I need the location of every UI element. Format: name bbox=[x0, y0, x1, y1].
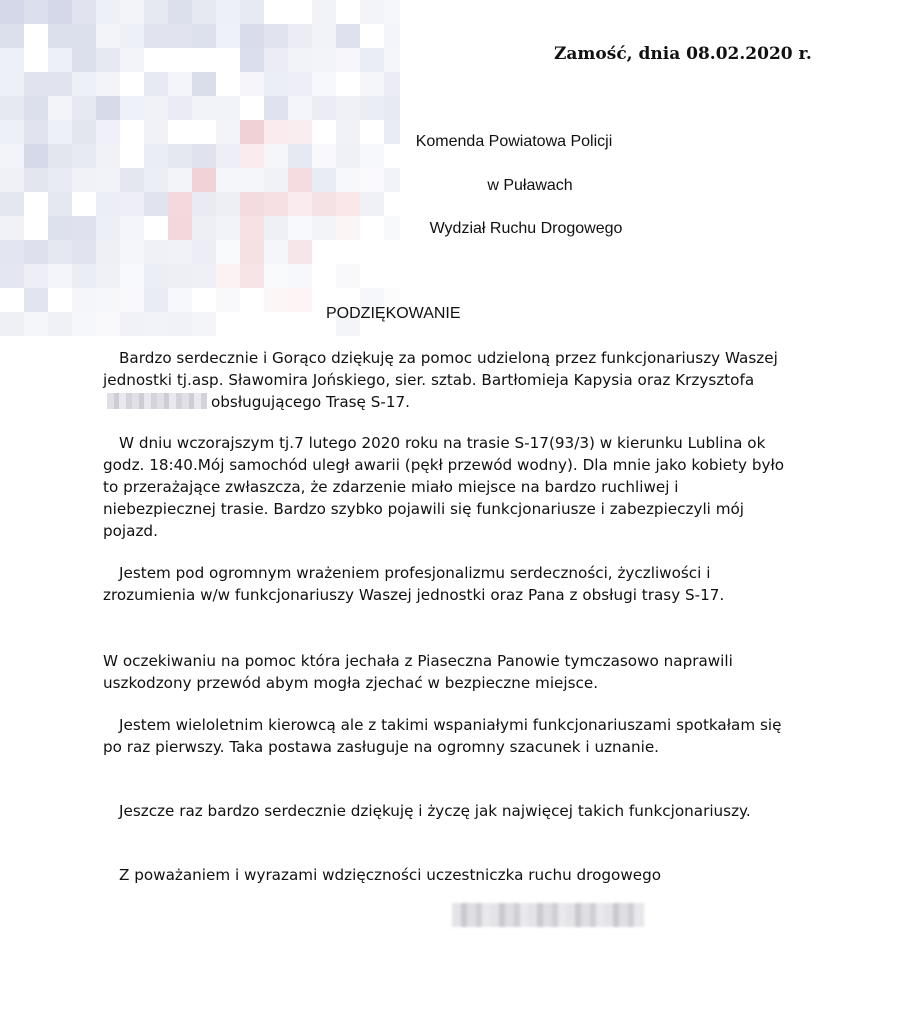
mosaic-tile bbox=[192, 0, 216, 24]
mosaic-tile bbox=[24, 192, 48, 216]
mosaic-tile bbox=[240, 144, 264, 168]
mosaic-tile bbox=[384, 24, 400, 48]
mosaic-tile bbox=[144, 312, 168, 336]
mosaic-tile bbox=[168, 168, 192, 192]
mosaic-tile bbox=[264, 216, 288, 240]
mosaic-tile bbox=[360, 24, 384, 48]
mosaic-tile bbox=[48, 120, 72, 144]
mosaic-tile bbox=[24, 168, 48, 192]
mosaic-tile bbox=[216, 72, 240, 96]
paragraph-4: W oczekiwaniu na pomoc która jechała z Piaseczna Panowie tymczasowo naprawili uszkodzony przewód abym mogła zjechać w bezpieczne miejsce. bbox=[103, 652, 733, 692]
mosaic-tile bbox=[216, 264, 240, 288]
mosaic-tile bbox=[288, 144, 312, 168]
mosaic-tile bbox=[192, 48, 216, 72]
mosaic-tile bbox=[48, 168, 72, 192]
mosaic-tile bbox=[96, 192, 120, 216]
mosaic-tile bbox=[192, 24, 216, 48]
mosaic-tile bbox=[0, 120, 24, 144]
mosaic-tile bbox=[288, 168, 312, 192]
mosaic-tile bbox=[240, 120, 264, 144]
mosaic-tile bbox=[192, 288, 216, 312]
mosaic-tile bbox=[336, 48, 360, 72]
mosaic-tile bbox=[264, 96, 288, 120]
mosaic-tile bbox=[240, 72, 264, 96]
mosaic-tile bbox=[144, 288, 168, 312]
addressee-line-3: Wydział Ruchu Drogowego bbox=[429, 220, 623, 237]
mosaic-tile bbox=[24, 24, 48, 48]
mosaic-tile bbox=[0, 240, 24, 264]
mosaic-tile bbox=[336, 72, 360, 96]
mosaic-tile bbox=[192, 168, 216, 192]
paragraph-1 bbox=[103, 347, 793, 413]
mosaic-tile bbox=[240, 168, 264, 192]
mosaic-tile bbox=[312, 120, 336, 144]
mosaic-tile bbox=[192, 264, 216, 288]
mosaic-tile bbox=[24, 240, 48, 264]
mosaic-tile bbox=[120, 120, 144, 144]
mosaic-tile bbox=[192, 192, 216, 216]
mosaic-tile bbox=[72, 72, 96, 96]
mosaic-tile bbox=[0, 72, 24, 96]
mosaic-tile bbox=[168, 0, 192, 24]
mosaic-tile bbox=[0, 192, 24, 216]
mosaic-tile bbox=[72, 240, 96, 264]
mosaic-tile bbox=[312, 72, 336, 96]
mosaic-tile bbox=[336, 120, 360, 144]
mosaic-tile bbox=[336, 216, 360, 240]
mosaic-tile bbox=[144, 192, 168, 216]
mosaic-tile bbox=[72, 168, 96, 192]
mosaic-tile bbox=[96, 264, 120, 288]
mosaic-tile bbox=[288, 120, 312, 144]
mosaic-tile bbox=[144, 168, 168, 192]
place-and-date: Zamość, dnia 08.02.2020 r. bbox=[554, 44, 812, 64]
mosaic-tile bbox=[384, 0, 400, 24]
mosaic-tile bbox=[48, 216, 72, 240]
mosaic-tile bbox=[168, 144, 192, 168]
mosaic-tile bbox=[96, 24, 120, 48]
mosaic-tile bbox=[336, 192, 360, 216]
mosaic-tile bbox=[144, 72, 168, 96]
mosaic-tile bbox=[264, 240, 288, 264]
mosaic-tile bbox=[120, 96, 144, 120]
mosaic-tile bbox=[48, 144, 72, 168]
mosaic-tile bbox=[24, 312, 48, 336]
mosaic-tile bbox=[192, 120, 216, 144]
mosaic-tile bbox=[48, 96, 72, 120]
mosaic-tile bbox=[48, 312, 72, 336]
mosaic-tile bbox=[96, 72, 120, 96]
mosaic-tile bbox=[48, 240, 72, 264]
mosaic-tile bbox=[240, 264, 264, 288]
mosaic-tile bbox=[312, 24, 336, 48]
mosaic-tile bbox=[288, 72, 312, 96]
mosaic-tile bbox=[0, 48, 24, 72]
mosaic-tile bbox=[216, 96, 240, 120]
paragraph-6: Jeszcze raz bardzo serdecznie dziękuję i życzę jak najwięcej takich funkcjonariuszy. bbox=[119, 802, 751, 820]
mosaic-tile bbox=[312, 144, 336, 168]
mosaic-tile bbox=[192, 240, 216, 264]
mosaic-tile bbox=[96, 240, 120, 264]
mosaic-tile bbox=[312, 48, 336, 72]
mosaic-tile bbox=[96, 312, 120, 336]
mosaic-tile bbox=[120, 312, 144, 336]
mosaic-tile bbox=[24, 144, 48, 168]
mosaic-tile bbox=[72, 216, 96, 240]
mosaic-tile bbox=[384, 72, 400, 96]
mosaic-tile bbox=[288, 240, 312, 264]
mosaic-tile bbox=[72, 0, 96, 24]
mosaic-tile bbox=[0, 0, 24, 24]
mosaic-tile bbox=[216, 240, 240, 264]
letter-title: PODZIĘKOWANIE bbox=[326, 305, 461, 322]
mosaic-tile bbox=[96, 0, 120, 24]
paragraph-5: Jestem wieloletnim kierowcą ale z takimi wspaniałymi funkcjonariuszami spotkałam się po raz pierwszy. Taka postawa zasługuje na ogromny szacunek i uznanie. bbox=[103, 716, 782, 756]
mosaic-tile bbox=[72, 288, 96, 312]
mosaic-tile bbox=[48, 72, 72, 96]
mosaic-tile bbox=[240, 192, 264, 216]
mosaic-tile bbox=[264, 168, 288, 192]
mosaic-tile bbox=[120, 72, 144, 96]
mosaic-tile bbox=[72, 312, 96, 336]
mosaic-tile bbox=[96, 144, 120, 168]
mosaic-tile bbox=[240, 24, 264, 48]
mosaic-tile bbox=[0, 144, 24, 168]
mosaic-tile bbox=[24, 72, 48, 96]
mosaic-tile bbox=[120, 24, 144, 48]
mosaic-tile bbox=[288, 24, 312, 48]
mosaic-tile bbox=[144, 48, 168, 72]
addressee-line-2: w Puławach bbox=[487, 177, 573, 194]
mosaic-tile bbox=[216, 288, 240, 312]
paragraph-1-text: Bardzo serdecznie i Gorąco dziękuję za pomoc udzieloną przez funkcjonariuszy Waszej jednostki tj.asp. Sławomira Jońskiego, sier. sztab. Bartłomieja Kapysia oraz Krzysztofa bbox=[103, 349, 778, 389]
paragraph-1-text-end: obsługującego Trasę S-17. bbox=[211, 393, 410, 411]
mosaic-tile bbox=[96, 288, 120, 312]
mosaic-tile bbox=[240, 0, 264, 24]
mosaic-tile bbox=[48, 288, 72, 312]
mosaic-tile bbox=[144, 216, 168, 240]
mosaic-tile bbox=[240, 240, 264, 264]
mosaic-tile bbox=[0, 216, 24, 240]
mosaic-tile bbox=[240, 48, 264, 72]
mosaic-tile bbox=[288, 216, 312, 240]
mosaic-tile bbox=[144, 96, 168, 120]
mosaic-tile bbox=[24, 48, 48, 72]
mosaic-tile bbox=[120, 168, 144, 192]
mosaic-tile bbox=[216, 144, 240, 168]
mosaic-tile bbox=[48, 24, 72, 48]
mosaic-tile bbox=[240, 96, 264, 120]
mosaic-tile bbox=[24, 264, 48, 288]
mosaic-tile bbox=[144, 264, 168, 288]
mosaic-tile bbox=[48, 264, 72, 288]
mosaic-tile bbox=[0, 24, 24, 48]
mosaic-tile bbox=[264, 24, 288, 48]
mosaic-tile bbox=[336, 168, 360, 192]
mosaic-tile bbox=[360, 0, 384, 24]
mosaic-tile bbox=[72, 48, 96, 72]
mosaic-tile bbox=[336, 0, 360, 24]
mosaic-tile bbox=[24, 0, 48, 24]
mosaic-tile bbox=[96, 216, 120, 240]
mosaic-tile bbox=[144, 120, 168, 144]
mosaic-tile bbox=[336, 144, 360, 168]
mosaic-tile bbox=[264, 48, 288, 72]
mosaic-tile bbox=[360, 72, 384, 96]
mosaic-tile bbox=[120, 192, 144, 216]
mosaic-tile bbox=[168, 216, 192, 240]
mosaic-tile bbox=[264, 72, 288, 96]
mosaic-tile bbox=[72, 144, 96, 168]
closing-line: Z poważaniem i wyrazami wdzięczności uczestniczka ruchu drogowego bbox=[119, 866, 662, 884]
mosaic-tile bbox=[288, 96, 312, 120]
mosaic-tile bbox=[360, 96, 384, 120]
blurred-signature bbox=[452, 903, 644, 927]
mosaic-tile bbox=[168, 48, 192, 72]
mosaic-tile bbox=[336, 264, 360, 288]
mosaic-tile bbox=[24, 288, 48, 312]
mosaic-tile bbox=[312, 96, 336, 120]
mosaic-tile bbox=[72, 192, 96, 216]
mosaic-tile bbox=[216, 168, 240, 192]
mosaic-tile bbox=[144, 0, 168, 24]
mosaic-tile bbox=[72, 264, 96, 288]
mosaic-tile bbox=[0, 288, 24, 312]
mosaic-tile bbox=[0, 96, 24, 120]
mosaic-tile bbox=[312, 0, 336, 24]
mosaic-tile bbox=[96, 96, 120, 120]
mosaic-tile bbox=[0, 264, 24, 288]
mosaic-tile bbox=[120, 144, 144, 168]
mosaic-tile bbox=[72, 96, 96, 120]
mosaic-tile bbox=[312, 216, 336, 240]
mosaic-tile bbox=[288, 48, 312, 72]
mosaic-tile bbox=[96, 120, 120, 144]
mosaic-tile bbox=[120, 0, 144, 24]
mosaic-tile bbox=[72, 120, 96, 144]
mosaic-tile bbox=[168, 240, 192, 264]
mosaic-tile bbox=[216, 120, 240, 144]
mosaic-tile bbox=[264, 0, 288, 24]
mosaic-tile bbox=[192, 72, 216, 96]
mosaic-tile bbox=[192, 144, 216, 168]
mosaic-tile bbox=[168, 120, 192, 144]
mosaic-tile bbox=[240, 216, 264, 240]
paragraph-2: W dniu wczorajszym tj.7 lutego 2020 roku na trasie S-17(93/3) w kierunku Lublina ok godz. 18:40.Mój samochód uległ awarii (pękł przewód wodny). Dla mnie jako kobiety było to przerażające zwłaszcza, że zdarzenie miało miejsce na bardzo ruchliwej i niebezpiecznej trasie. Bardzo szybko pojawili się funkcjonariusze i zabezpieczyli mój pojazd. bbox=[103, 434, 785, 540]
mosaic-tile bbox=[264, 144, 288, 168]
mosaic-tile bbox=[24, 216, 48, 240]
mosaic-tile bbox=[288, 288, 312, 312]
mosaic-tile bbox=[48, 192, 72, 216]
mosaic-tile bbox=[216, 0, 240, 24]
mosaic-tile bbox=[96, 168, 120, 192]
mosaic-tile bbox=[0, 168, 24, 192]
mosaic-tile bbox=[216, 192, 240, 216]
mosaic-tile bbox=[264, 192, 288, 216]
mosaic-tile bbox=[168, 312, 192, 336]
mosaic-tile bbox=[48, 48, 72, 72]
mosaic-tile bbox=[336, 96, 360, 120]
mosaic-tile bbox=[24, 120, 48, 144]
mosaic-tile bbox=[120, 264, 144, 288]
mosaic-tile bbox=[24, 96, 48, 120]
mosaic-tile bbox=[120, 288, 144, 312]
addressee-line-1: Komenda Powiatowa Policji bbox=[415, 133, 613, 150]
mosaic-tile bbox=[168, 72, 192, 96]
mosaic-tile bbox=[72, 24, 96, 48]
mosaic-tile bbox=[192, 216, 216, 240]
mosaic-tile bbox=[144, 24, 168, 48]
mosaic-tile bbox=[384, 96, 400, 120]
redacted-surname bbox=[107, 393, 207, 409]
mosaic-tile bbox=[360, 48, 384, 72]
mosaic-tile bbox=[192, 96, 216, 120]
mosaic-tile bbox=[264, 288, 288, 312]
mosaic-tile bbox=[168, 264, 192, 288]
mosaic-tile bbox=[168, 192, 192, 216]
mosaic-tile bbox=[144, 240, 168, 264]
mosaic-tile bbox=[312, 192, 336, 216]
mosaic-tile bbox=[120, 48, 144, 72]
mosaic-tile bbox=[192, 312, 216, 336]
mosaic-tile bbox=[48, 0, 72, 24]
mosaic-tile bbox=[288, 264, 312, 288]
mosaic-tile bbox=[120, 240, 144, 264]
mosaic-tile bbox=[216, 216, 240, 240]
mosaic-tile bbox=[336, 24, 360, 48]
mosaic-tile bbox=[384, 48, 400, 72]
mosaic-tile bbox=[96, 48, 120, 72]
pixelated-redaction bbox=[0, 0, 400, 340]
mosaic-tile bbox=[168, 24, 192, 48]
mosaic-tile bbox=[168, 288, 192, 312]
mosaic-tile bbox=[216, 24, 240, 48]
mosaic-tile bbox=[168, 96, 192, 120]
mosaic-tile bbox=[264, 264, 288, 288]
mosaic-tile bbox=[144, 144, 168, 168]
mosaic-tile bbox=[120, 216, 144, 240]
mosaic-tile bbox=[0, 312, 24, 336]
mosaic-tile bbox=[288, 192, 312, 216]
mosaic-tile bbox=[216, 48, 240, 72]
mosaic-tile bbox=[264, 120, 288, 144]
mosaic-tile bbox=[288, 0, 312, 24]
paragraph-3: Jestem pod ogromnym wrażeniem profesjonalizmu serdeczności, życzliwości i zrozumienia w/w funkcjonariuszy Waszej jednostki oraz Pana z obsługi trasy S-17. bbox=[103, 564, 725, 604]
mosaic-tile bbox=[312, 168, 336, 192]
mosaic-tile bbox=[360, 192, 384, 216]
